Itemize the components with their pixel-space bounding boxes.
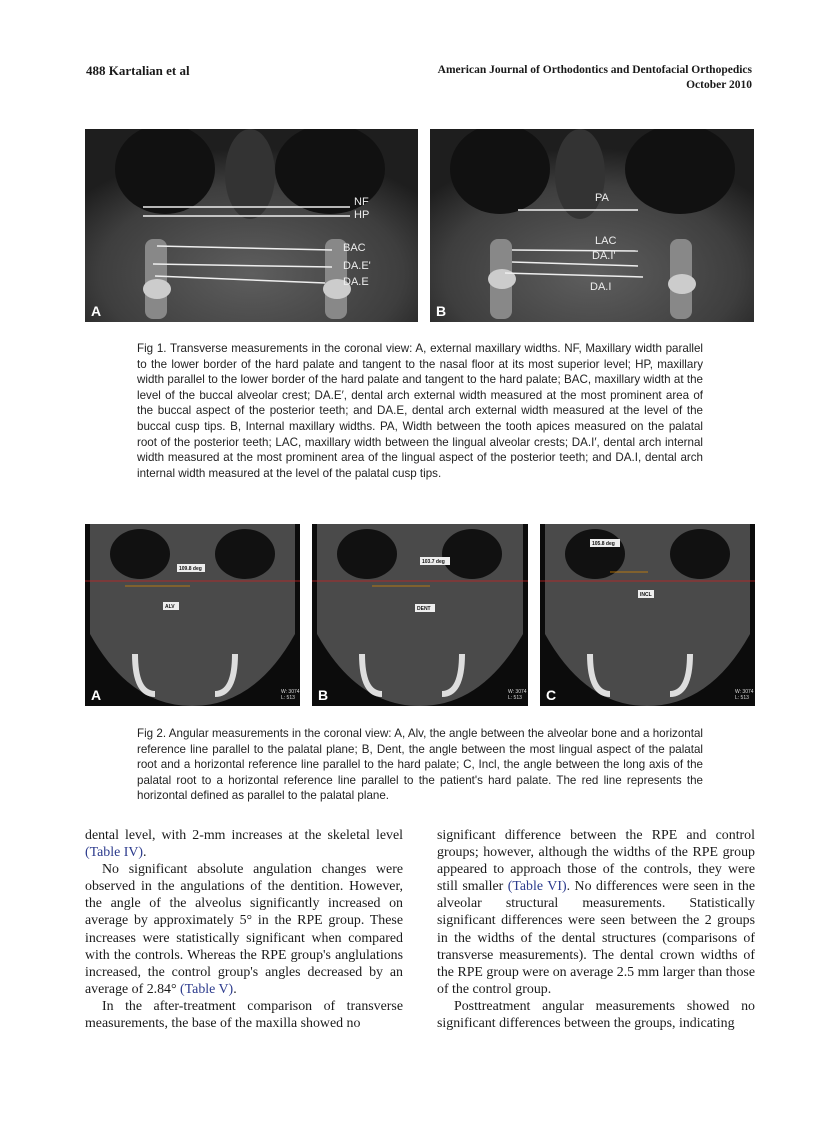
text: significant difference between the RPE and control groups; however, although the widths of the RPE group appeared to approach those of the controls, they were still smaller — [437, 828, 755, 895]
label-pa: PA — [595, 192, 609, 204]
table-link[interactable]: (Table VI) — [507, 879, 567, 895]
measurement-tag: DENT — [417, 606, 431, 612]
label-dai: DA.I — [590, 281, 612, 293]
fig1-caption: Fig 1. Transverse measurements in the coronal view: A, external maxillary widths. NF, Maxillary width parallel to the lower border of the hard palate and tangent to the nasal floor at its most superior level; HP, maxillary width parallel to the lower border of the hard palate and tangent to the hard palate; BAC, maxillary width at the level of the buccal alveolar crest; DA.E′, dental arch external width measured at the most prominent area of the buccal aspect of the posterior teeth; and DA.E, dental arch external width measured at the level of the buccal cusp tips. B, Internal maxillary widths. PA, Width between the tooth apices measured on the palatal root of the posterior teeth; LAC, maxillary width between the lingual alveolar crests; DA.I′, dental arch internal width measured at the most prominent area of the lingual aspect of the posterior teeth; and DA.I, dental arch internal width measured at the level of the palatal cusp tips. — [137, 342, 703, 480]
angle-readout: 105.8 deg — [592, 541, 615, 547]
panel-letter: B — [318, 687, 329, 703]
level-readout: L: 513 — [281, 695, 295, 701]
paragraph — [437, 827, 755, 998]
text: No significant absolute angulation changes were observed in the angulations of the dentition. However, the angle of the alveolus significantly increased on average by approximately 5° in the RPE group. These increases were statistically significant when compared with the controls. Whereas the RPE group's anglulations increased, the control group's angles decreased by an average of 2.84° — [85, 862, 403, 997]
fig1-panel-b — [430, 129, 754, 322]
fig2-panel-c — [540, 524, 755, 706]
window-readout: W: 3074 — [508, 689, 527, 695]
angle-readout: 103.7 deg — [422, 559, 445, 565]
label-dae-prime: DA.E' — [343, 260, 371, 272]
running-header-left: 488 Kartalian et al — [86, 63, 190, 78]
angle-readout: 109.8 deg — [179, 566, 202, 572]
running-header-right — [438, 63, 752, 93]
paragraph — [85, 998, 403, 1032]
text: In the after-treatment comparison of transverse measurements, the base of the maxilla showed no — [85, 998, 403, 1032]
level-readout: L: 513 — [735, 695, 749, 701]
fig2-panel-a — [85, 524, 300, 706]
table-link[interactable]: (Table IV) — [85, 845, 144, 861]
label-nf: NF — [354, 196, 369, 208]
measurement-tag: ALV — [165, 604, 175, 610]
paragraph — [85, 827, 403, 861]
label-bac: BAC — [343, 242, 366, 254]
paragraph — [85, 861, 403, 998]
paragraph — [437, 998, 755, 1032]
panel-letter: B — [436, 303, 447, 319]
fig2-panel-b — [312, 524, 528, 706]
text: . — [233, 981, 237, 997]
text: dental level, with 2-mm increases at the skeletal level — [85, 828, 403, 843]
window-readout: W: 3074 — [735, 689, 754, 695]
label-dai-prime: DA.I' — [592, 250, 616, 262]
fig1-panel-a — [85, 129, 418, 322]
label-hp: HP — [354, 209, 370, 221]
panel-letter: A — [91, 687, 102, 703]
label-dae: DA.E — [343, 276, 369, 288]
issue-date: October 2010 — [686, 79, 752, 91]
body-column-left — [85, 827, 403, 1032]
body-column-right — [437, 827, 755, 1032]
text: . No differences were seen in the alveolar structural measurements. Statistically significant differences were seen between the 2 groups in the widths of the dental structures (comparisons of transverse measurements). The dental crown widths of the RPE group were on average 2.5 mm larger than those of the control group. — [437, 879, 755, 997]
text: . — [143, 845, 147, 861]
fig2-caption: Fig 2. Angular measurements in the coronal view: A, Alv, the angle between the alveolar bone and a horizontal reference line parallel to the palatal plane; B, Dent, the angle between the most lingual aspect of the palatal root and a horizontal reference line parallel to the hard palate; C, Incl, the angle between the long axis of the palatal root to a horizontal reference line parallel to the patient's hard palate. The red line represents the horizontal defined as parallel to the palatal plane. — [137, 727, 703, 803]
table-link[interactable]: (Table V) — [180, 981, 234, 997]
window-readout: W: 3074 — [281, 689, 300, 695]
level-readout: L: 513 — [508, 695, 522, 701]
panel-letter: A — [91, 303, 102, 319]
panel-letter: C — [546, 687, 557, 703]
text: Posttreatment angular measurements showed no significant differences between the groups, indicating — [437, 998, 755, 1032]
label-lac: LAC — [595, 235, 617, 247]
journal-name: American Journal of Orthodontics and Dentofacial Orthopedics — [437, 64, 752, 76]
measurement-tag: INCL — [640, 592, 652, 598]
